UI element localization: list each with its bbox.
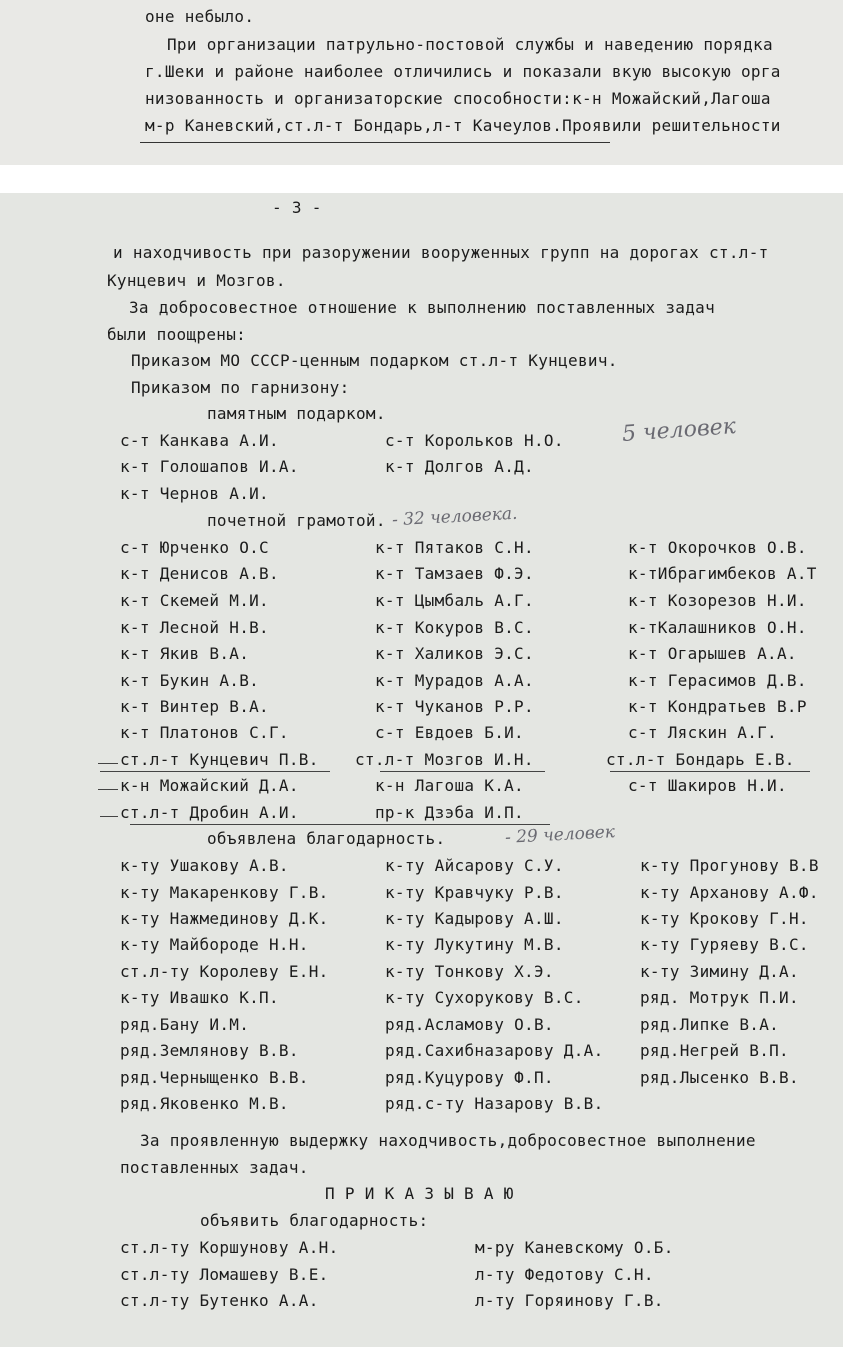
list-item: к-ту Ушакову А.В.	[120, 856, 289, 875]
list-item: к-ту Нажмединову Д.К.	[120, 909, 329, 928]
paragraph-line: За добросовестное отношение к выполнению поставленных задач	[129, 298, 716, 317]
paragraph-line: Приказом по гарнизону:	[131, 378, 350, 397]
list-item: ст.л-ту Коршунову А.Н.	[120, 1238, 339, 1257]
list-item: с-т Ляскин А.Г.	[628, 723, 777, 742]
list-item: ст.л-ту Бутенко А.А.	[120, 1291, 319, 1310]
list-item: ст.л-т Бондарь Е.В.	[606, 750, 795, 769]
list-item: ряд.Липке В.А.	[640, 1015, 780, 1034]
list-item: с-т Евдоев Б.И.	[375, 723, 524, 742]
fragment-line: низованность и организаторские способности:к-н Можайский,Лагоша	[145, 89, 771, 108]
order-subtitle: объявить благодарность:	[200, 1211, 429, 1230]
list-item: к-т Герасимов Д.В.	[628, 671, 807, 690]
list-item: к-тКалашников О.Н.	[628, 618, 807, 637]
fragment-line: оне небыло.	[145, 7, 255, 26]
section-heading: объявлена благодарность.	[207, 829, 446, 848]
list-item: к-т Цымбаль А.Г.	[375, 591, 534, 610]
fragment-line: г.Шеки и районе наиболее отличились и показали вкую высокую орга	[145, 62, 781, 81]
fragment-line: м-р Каневский,ст.л-т Бондарь,л-т Качеулов.Проявили решительности	[145, 116, 781, 135]
list-item: к-н Можайский Д.А.	[120, 776, 299, 795]
paragraph-line: поставленных задач.	[120, 1158, 309, 1177]
list-item: ряд.Лысенко В.В.	[640, 1068, 799, 1087]
list-item: ст.л-т Кунцевич П.В.	[120, 750, 319, 769]
list-item: к-ту Лукутину М.В.	[385, 935, 564, 954]
list-item: м-ру Каневскому О.Б.	[475, 1238, 674, 1257]
list-item: ряд.Куцурову Ф.П.	[385, 1068, 554, 1087]
list-item: ряд.Сахибназарову Д.А.	[385, 1041, 604, 1060]
list-item: к-т Винтер В.А.	[120, 697, 269, 716]
paragraph-line: Кунцевич и Мозгов.	[107, 271, 286, 290]
list-item: ряд.Черныщенко В.В.	[120, 1068, 309, 1087]
list-item: к-ту Кадырову А.Ш.	[385, 909, 564, 928]
list-item: л-ту Федотову С.Н.	[475, 1265, 654, 1284]
list-item: к-т Мурадов А.А.	[375, 671, 534, 690]
handwritten-dash	[98, 763, 118, 764]
list-item: ст.л-т Дробин А.И.	[120, 803, 299, 822]
list-item: к-ту Макаренкову Г.В.	[120, 883, 329, 902]
list-item: к-т Окорочков О.В.	[628, 538, 807, 557]
paragraph-line: были поощрены:	[107, 325, 247, 344]
list-item: к-т Якив В.А.	[120, 644, 250, 663]
list-item: ряд.Бану И.М.	[120, 1015, 250, 1034]
handwritten-underline	[130, 824, 550, 825]
list-item: с-т Канкава А.И.	[120, 431, 279, 450]
previous-page-fragment	[0, 0, 843, 165]
list-item: ст.л-т Мозгов И.Н.	[355, 750, 534, 769]
list-item: с-т Юрченко О.С	[120, 538, 269, 557]
handwritten-underline	[100, 771, 330, 772]
paragraph-line: За проявленную выдержку находчивость,добросовестное выполнение	[140, 1131, 756, 1150]
list-item: к-т Букин А.В.	[120, 671, 260, 690]
list-item: к-т Чуканов Р.Р.	[375, 697, 534, 716]
list-item: к-н Лагоша К.А.	[375, 776, 524, 795]
list-item: с-т Корольков Н.О.	[385, 431, 564, 450]
fragment-line: При организации патрульно-постовой службы и наведению порядка	[167, 35, 773, 54]
list-item: к-ту Ивашко К.П.	[120, 988, 279, 1007]
list-item: ряд. Мотрук П.И.	[640, 988, 799, 1007]
list-item: к-т Чернов А.И.	[120, 484, 269, 503]
list-item: к-т Голошапов И.А.	[120, 457, 299, 476]
list-item: пр-к Дзэба И.П.	[375, 803, 524, 822]
document-page	[0, 193, 843, 1347]
list-item: ряд.с-ту Назарову В.В.	[385, 1094, 604, 1113]
handwritten-note: - 29 человек	[504, 822, 616, 848]
list-item: к-ту Сухорукову В.С.	[385, 988, 584, 1007]
paragraph-line: и находчивость при разоружении вооруженных групп на дорогах ст.л-т	[113, 243, 769, 262]
handwritten-dash	[98, 789, 118, 790]
list-item: к-ту Прогунову В.В	[640, 856, 819, 875]
order-title: П Р И К А З Ы В А Ю	[325, 1184, 514, 1203]
list-item: к-т Долгов А.Д.	[385, 457, 534, 476]
list-item: к-т Тамзаев Ф.Э.	[375, 564, 534, 583]
paragraph-line: Приказом МО СССР-ценным подарком ст.л-т Кунцевич.	[131, 351, 618, 370]
page-number: - 3 -	[272, 198, 322, 217]
list-item: ряд.Негрей В.П.	[640, 1041, 789, 1060]
list-item: к-т Кондратьев В.Р	[628, 697, 807, 716]
section-heading: памятным подарком.	[207, 404, 386, 423]
handwritten-underline	[140, 142, 610, 143]
handwritten-note: 5 человек	[621, 414, 737, 447]
list-item: к-т Скемей М.И.	[120, 591, 269, 610]
list-item: к-ту Кравчуку Р.В.	[385, 883, 564, 902]
list-item: ряд.Землянову В.В.	[120, 1041, 299, 1060]
handwritten-underline	[380, 771, 545, 772]
list-item: к-т Лесной Н.В.	[120, 618, 269, 637]
list-item: ряд.Асламову О.В.	[385, 1015, 554, 1034]
list-item: к-т Огарышев А.А.	[628, 644, 797, 663]
list-item: ряд.Яковенко М.В.	[120, 1094, 289, 1113]
list-item: ст.л-ту Ломашеву В.Е.	[120, 1265, 329, 1284]
list-item: к-тИбрагимбеков А.Т	[628, 564, 817, 583]
handwritten-underline	[610, 771, 810, 772]
list-item: к-ту Айсарову С.У.	[385, 856, 564, 875]
list-item: к-ту Крокову Г.Н.	[640, 909, 809, 928]
list-item: к-ту Зимину Д.А.	[640, 962, 799, 981]
list-item: к-ту Гуряеву В.С.	[640, 935, 809, 954]
list-item: к-ту Майбороде Н.Н.	[120, 935, 309, 954]
list-item: л-ту Горяинову Г.В.	[475, 1291, 664, 1310]
list-item: с-т Шакиров Н.И.	[628, 776, 787, 795]
handwritten-dash	[100, 816, 118, 817]
list-item: ст.л-ту Королеву Е.Н.	[120, 962, 329, 981]
list-item: к-т Денисов А.В.	[120, 564, 279, 583]
list-item: к-т Козорезов Н.И.	[628, 591, 807, 610]
section-heading: почетной грамотой.	[207, 511, 386, 530]
list-item: к-т Халиков Э.С.	[375, 644, 534, 663]
handwritten-note: - 32 человека.	[391, 503, 518, 531]
list-item: к-т Платонов С.Г.	[120, 723, 289, 742]
list-item: к-ту Тонкову Х.Э.	[385, 962, 554, 981]
list-item: к-ту Арханову А.Ф.	[640, 883, 819, 902]
list-item: к-т Кокуров В.С.	[375, 618, 534, 637]
list-item: к-т Пятаков С.Н.	[375, 538, 534, 557]
